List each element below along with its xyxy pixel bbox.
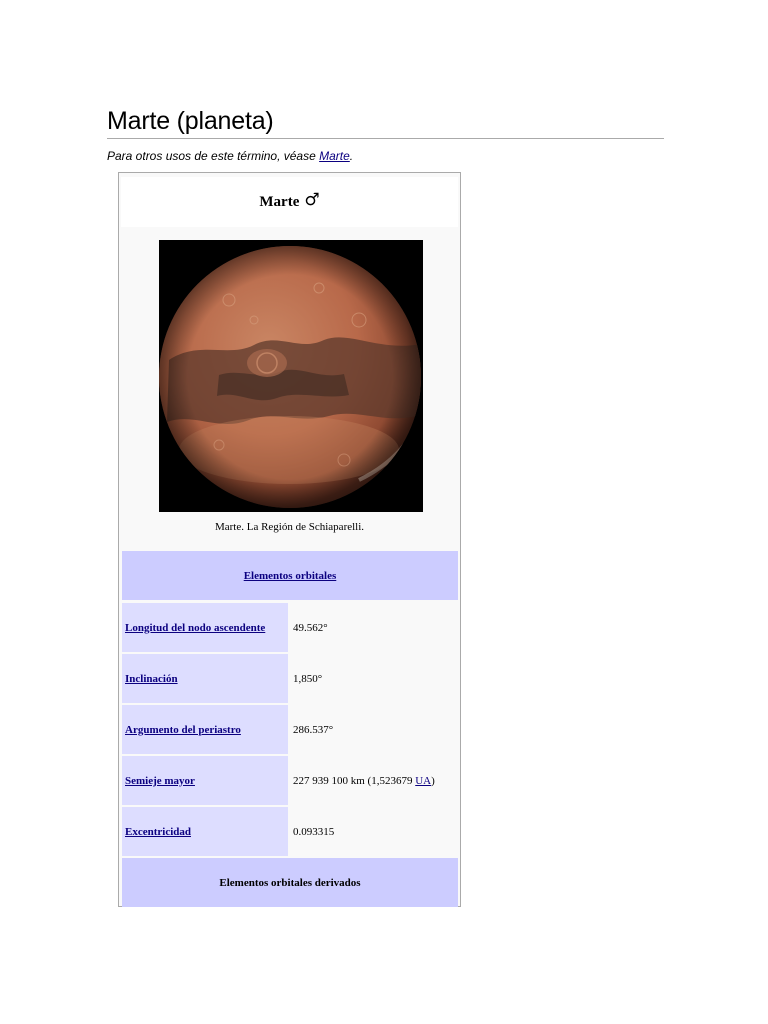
- semieje-value-suffix: ): [431, 774, 435, 787]
- hatnote-text: Para otros usos de este término, véase: [107, 149, 320, 163]
- link-longitud-nodo[interactable]: Longitud del nodo ascendente: [125, 621, 266, 634]
- infobox-title-text: Marte: [259, 193, 300, 210]
- hatnote-suffix: .: [349, 149, 354, 163]
- mars-image[interactable]: [159, 240, 423, 512]
- section-header-derived: [122, 858, 458, 907]
- row-value-semieje: [290, 756, 458, 805]
- link-semieje-mayor[interactable]: Semieje mayor: [125, 774, 195, 787]
- row-value-periastro: 286.537°: [293, 723, 334, 736]
- infobox-title: [121, 177, 458, 227]
- link-ua[interactable]: UA: [415, 774, 432, 787]
- link-inclinacion[interactable]: Inclinación: [125, 672, 178, 685]
- row-label-semieje: [122, 756, 288, 805]
- mars-symbol-icon: ♂: [304, 190, 320, 210]
- row-value-inclinacion: 1,850°: [293, 672, 323, 685]
- row-label-periastro: [122, 705, 288, 754]
- infobox: [118, 172, 461, 907]
- row-value-nodo: 49.562°: [293, 621, 328, 634]
- page-title: Marte (planeta): [107, 106, 664, 139]
- section-link-orbital[interactable]: Elementos orbitales: [243, 569, 337, 582]
- link-argumento-periastro[interactable]: Argumento del periastro: [125, 723, 241, 736]
- section-header-orbital: [122, 551, 458, 600]
- link-excentricidad[interactable]: Excentricidad: [125, 825, 191, 838]
- semieje-value-text: 227 939 100 km (1,523679: [293, 774, 416, 787]
- row-value-excentricidad: 0.093315: [293, 825, 335, 838]
- hatnote: [107, 148, 353, 164]
- row-label-inclinacion: [122, 654, 288, 703]
- row-label-excentricidad: [122, 807, 288, 856]
- hatnote-link-marte[interactable]: Marte: [319, 149, 350, 163]
- image-caption: Marte. La Región de Schiaparelli.: [214, 521, 365, 533]
- row-label-nodo: [122, 603, 288, 652]
- section-title-derived: Elementos orbitales derivados: [219, 876, 361, 889]
